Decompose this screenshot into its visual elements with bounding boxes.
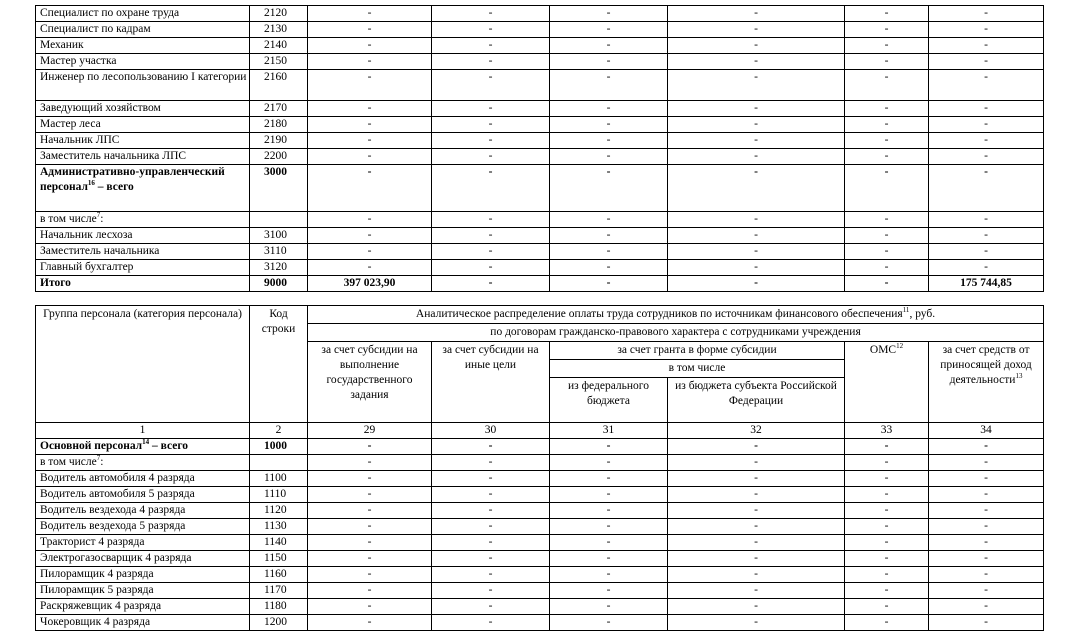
row-value: - (845, 567, 929, 583)
row-code: 1120 (250, 503, 308, 519)
table-row (36, 54, 1044, 70)
row-value: - (929, 535, 1044, 551)
row-value: - (432, 276, 550, 292)
row-value: - (845, 551, 929, 567)
row-name: в том числе$^7$: (36, 455, 250, 471)
row-value: - (929, 22, 1044, 38)
row-value: - (668, 212, 845, 228)
row-value: - (845, 6, 929, 22)
table-row (36, 599, 1044, 615)
row-code: 1140 (250, 535, 308, 551)
row-code: 2200 (250, 149, 308, 165)
row-value: - (668, 519, 845, 535)
table-row (36, 133, 1044, 149)
row-value: - (668, 101, 845, 117)
row-value: - (550, 101, 668, 117)
row-name: Мастер леса (36, 117, 250, 133)
row-name: Механик (36, 38, 250, 54)
col-number: 34 (929, 423, 1044, 439)
row-code: 1100 (250, 471, 308, 487)
row-value: - (845, 70, 929, 101)
row-value: - (432, 165, 550, 212)
row-name: Водитель автомобиля 5 разряда (36, 487, 250, 503)
header-subsidy-state: за счет субсидии на выполнение государственного задания (308, 342, 432, 423)
row-name: Административно-управленческий персонал$^{16}$ – всего (36, 165, 250, 212)
row-value: - (668, 70, 845, 101)
row-value: - (550, 583, 668, 599)
col-number: 32 (668, 423, 845, 439)
row-value: - (308, 471, 432, 487)
header-federal: из федерального бюджета (550, 378, 668, 423)
row-name: Электрогазосварщик 4 разряда (36, 551, 250, 567)
row-value: - (668, 260, 845, 276)
col-number: 29 (308, 423, 432, 439)
row-code: 3120 (250, 260, 308, 276)
table-row (36, 149, 1044, 165)
row-value: - (668, 165, 845, 212)
row-code: 2160 (250, 70, 308, 101)
row-value: 397 023,90 (308, 276, 432, 292)
row-name: Водитель вездехода 4 разряда (36, 503, 250, 519)
row-value: - (845, 519, 929, 535)
row-value: - (929, 133, 1044, 149)
row-value: - (668, 149, 845, 165)
row-code: 1110 (250, 487, 308, 503)
row-name: Пилорамщик 5 разряда (36, 583, 250, 599)
row-value: - (550, 165, 668, 212)
row-code: 1000 (250, 439, 308, 455)
row-value: - (845, 260, 929, 276)
row-value: - (308, 260, 432, 276)
row-value: - (929, 165, 1044, 212)
table-row (36, 615, 1044, 631)
row-code (250, 212, 308, 228)
table-row (36, 244, 1044, 260)
bottom-table (35, 305, 1044, 631)
header-analytic: Аналитическое распределение оплаты труда сотрудников по источникам финансового обеспечения$^{11}$, руб. (308, 306, 1044, 324)
header-oms: ОМС$^{12}$ (845, 342, 929, 423)
row-name: Пилорамщик 4 разряда (36, 567, 250, 583)
row-value: - (550, 212, 668, 228)
row-value: - (550, 551, 668, 567)
row-value: - (308, 244, 432, 260)
row-value: - (929, 101, 1044, 117)
row-value: - (929, 567, 1044, 583)
row-value: - (550, 133, 668, 149)
row-value: - (432, 551, 550, 567)
row-value: - (668, 133, 845, 149)
row-value: - (432, 6, 550, 22)
row-value: - (550, 260, 668, 276)
row-value: - (845, 244, 929, 260)
row-value: - (432, 212, 550, 228)
row-value: - (550, 455, 668, 471)
row-value: - (550, 471, 668, 487)
row-name: Главный бухгалтер (36, 260, 250, 276)
row-value: - (432, 471, 550, 487)
row-value: - (929, 117, 1044, 133)
row-value: - (432, 487, 550, 503)
row-value: - (845, 487, 929, 503)
row-name: Заместитель начальника ЛПС (36, 149, 250, 165)
row-value: - (432, 117, 550, 133)
row-value: - (308, 551, 432, 567)
row-value: - (550, 70, 668, 101)
row-value: - (668, 551, 845, 567)
col-number: 2 (250, 423, 308, 439)
row-value: - (845, 228, 929, 244)
table-row (36, 70, 1044, 101)
row-value: - (550, 567, 668, 583)
row-code (250, 455, 308, 471)
row-value: - (308, 54, 432, 70)
row-value: - (550, 615, 668, 631)
row-code: 3110 (250, 244, 308, 260)
table-row (36, 503, 1044, 519)
row-code: 2170 (250, 101, 308, 117)
col-number: 33 (845, 423, 929, 439)
row-value: - (845, 38, 929, 54)
row-value: - (929, 487, 1044, 503)
row-value: - (845, 535, 929, 551)
row-value: - (550, 276, 668, 292)
row-code: 2140 (250, 38, 308, 54)
header-group: Группа персонала (категория персонала) (36, 306, 250, 423)
row-value: - (432, 260, 550, 276)
row-value: - (308, 133, 432, 149)
row-value: - (845, 439, 929, 455)
row-code: 2180 (250, 117, 308, 133)
table-row (36, 455, 1044, 471)
row-name: Водитель вездехода 5 разряда (36, 519, 250, 535)
table-row (36, 471, 1044, 487)
row-value: - (929, 583, 1044, 599)
header-grant: за счет гранта в форме субсидии (550, 342, 845, 360)
row-value: - (668, 455, 845, 471)
row-value: - (929, 244, 1044, 260)
row-code: 2120 (250, 6, 308, 22)
row-name: Чокеровщик 4 разряда (36, 615, 250, 631)
row-value: - (550, 519, 668, 535)
table-row (36, 101, 1044, 117)
row-value: - (308, 455, 432, 471)
row-code: 9000 (250, 276, 308, 292)
header-income: за счет средств от приносящей доход деятельности$^{13}$ (929, 342, 1044, 423)
row-value: - (668, 471, 845, 487)
row-value: - (845, 615, 929, 631)
header-numbers-row (36, 423, 1044, 439)
row-value: - (929, 149, 1044, 165)
row-name: в том числе$^7$: (36, 212, 250, 228)
row-value: - (432, 149, 550, 165)
row-value: - (845, 471, 929, 487)
header-code: Код строки (250, 306, 308, 423)
row-value: - (845, 22, 929, 38)
row-code: 2130 (250, 22, 308, 38)
row-value: - (550, 54, 668, 70)
row-value: - (668, 38, 845, 54)
row-value: - (845, 503, 929, 519)
row-value: - (929, 615, 1044, 631)
table-row (36, 260, 1044, 276)
row-value: - (845, 54, 929, 70)
row-value: - (845, 101, 929, 117)
row-code: 1130 (250, 519, 308, 535)
row-value: - (929, 212, 1044, 228)
row-value: - (929, 503, 1044, 519)
table-row (36, 22, 1044, 38)
row-value: - (308, 101, 432, 117)
row-name: Итого (36, 276, 250, 292)
table-row (36, 439, 1044, 455)
row-value: - (929, 471, 1044, 487)
row-value: - (432, 567, 550, 583)
row-value: - (432, 244, 550, 260)
row-value: - (432, 583, 550, 599)
row-value: - (845, 117, 929, 133)
header-grant-incl: в том числе (550, 360, 845, 378)
row-value: - (929, 38, 1044, 54)
row-value: - (550, 439, 668, 455)
row-name: Специалист по кадрам (36, 22, 250, 38)
row-code: 2190 (250, 133, 308, 149)
table-row (36, 117, 1044, 133)
row-value: - (668, 487, 845, 503)
row-name: Основной персонал$^{14}$ – всего (36, 439, 250, 455)
row-value: - (550, 117, 668, 133)
row-value: - (432, 38, 550, 54)
row-value: - (845, 276, 929, 292)
row-name: Водитель автомобиля 4 разряда (36, 471, 250, 487)
row-value: - (929, 54, 1044, 70)
table-row (36, 519, 1044, 535)
row-code: 1150 (250, 551, 308, 567)
row-name: Начальник лесхоза (36, 228, 250, 244)
row-value: - (668, 567, 845, 583)
row-code: 1160 (250, 567, 308, 583)
row-value: - (668, 276, 845, 292)
row-value: - (929, 260, 1044, 276)
table-row (36, 567, 1044, 583)
row-value: - (308, 487, 432, 503)
row-name: Инженер по лесопользованию I категории (36, 70, 250, 101)
row-value: - (308, 583, 432, 599)
row-value: - (845, 133, 929, 149)
row-value: - (668, 22, 845, 38)
row-value: - (550, 487, 668, 503)
row-value: - (432, 228, 550, 244)
row-value: - (668, 54, 845, 70)
row-value: - (432, 599, 550, 615)
row-name: Заместитель начальника (36, 244, 250, 260)
header-subject: из бюджета субъекта Российской Федерации (668, 378, 845, 423)
row-value: - (308, 70, 432, 101)
row-value: - (308, 535, 432, 551)
table-row (36, 6, 1044, 22)
row-value: 175 744,85 (929, 276, 1044, 292)
table-row (36, 551, 1044, 567)
row-value: - (432, 22, 550, 38)
row-value: - (668, 583, 845, 599)
table-row (36, 165, 1044, 212)
row-value: - (308, 228, 432, 244)
table-row (36, 38, 1044, 54)
table-row (36, 583, 1044, 599)
row-value: - (550, 38, 668, 54)
table-row (36, 535, 1044, 551)
row-value: - (432, 519, 550, 535)
row-name: Раскряжевщик 4 разряда (36, 599, 250, 615)
row-value: - (668, 228, 845, 244)
row-value: - (432, 455, 550, 471)
row-value: - (432, 535, 550, 551)
table-row (36, 212, 1044, 228)
header-subsidy-other: за счет субсидии на иные цели (432, 342, 550, 423)
row-value: - (432, 503, 550, 519)
row-code: 3000 (250, 165, 308, 212)
table-row (36, 228, 1044, 244)
top-table (35, 5, 1044, 292)
row-code: 1170 (250, 583, 308, 599)
row-value: - (308, 117, 432, 133)
row-value: - (550, 503, 668, 519)
row-value: - (668, 599, 845, 615)
row-value: - (929, 70, 1044, 101)
row-value: - (308, 149, 432, 165)
row-value: - (929, 6, 1044, 22)
row-value: - (308, 22, 432, 38)
table-row (36, 487, 1044, 503)
row-value: - (845, 165, 929, 212)
row-value: - (308, 439, 432, 455)
row-value: - (550, 244, 668, 260)
table-row (36, 276, 1044, 292)
row-name: Начальник ЛПС (36, 133, 250, 149)
row-value: - (432, 70, 550, 101)
header-gph: по договорам гражданско-правового характера с сотрудниками учреждения (308, 324, 1044, 342)
row-value: - (550, 149, 668, 165)
col-number: 30 (432, 423, 550, 439)
row-value: - (929, 519, 1044, 535)
row-code: 2150 (250, 54, 308, 70)
row-value: - (308, 165, 432, 212)
row-value: - (668, 503, 845, 519)
col-number: 31 (550, 423, 668, 439)
row-code: 1200 (250, 615, 308, 631)
row-value: - (432, 439, 550, 455)
row-value: - (432, 54, 550, 70)
row-value: - (845, 599, 929, 615)
row-name: Заведующий хозяйством (36, 101, 250, 117)
row-value: - (668, 117, 845, 133)
row-value: - (550, 6, 668, 22)
row-code: 3100 (250, 228, 308, 244)
row-value: - (929, 439, 1044, 455)
row-value: - (432, 615, 550, 631)
row-value: - (929, 551, 1044, 567)
row-value: - (308, 38, 432, 54)
row-value: - (845, 149, 929, 165)
row-value: - (668, 535, 845, 551)
row-value: - (668, 615, 845, 631)
row-value: - (308, 212, 432, 228)
row-value: - (668, 244, 845, 260)
row-code: 1180 (250, 599, 308, 615)
row-value: - (308, 503, 432, 519)
row-value: - (308, 599, 432, 615)
row-value: - (929, 599, 1044, 615)
row-value: - (929, 228, 1044, 244)
row-value: - (668, 439, 845, 455)
row-name: Специалист по охране труда (36, 6, 250, 22)
row-value: - (845, 583, 929, 599)
row-value: - (432, 101, 550, 117)
row-value: - (550, 22, 668, 38)
row-value: - (308, 615, 432, 631)
row-name: Мастер участка (36, 54, 250, 70)
col-number: 1 (36, 423, 250, 439)
row-value: - (550, 599, 668, 615)
row-value: - (550, 228, 668, 244)
row-value: - (308, 6, 432, 22)
row-value: - (845, 455, 929, 471)
row-value: - (845, 212, 929, 228)
row-value: - (929, 455, 1044, 471)
row-value: - (550, 535, 668, 551)
row-value: - (668, 6, 845, 22)
row-value: - (308, 567, 432, 583)
row-value: - (308, 519, 432, 535)
row-name: Тракторист 4 разряда (36, 535, 250, 551)
row-value: - (432, 133, 550, 149)
